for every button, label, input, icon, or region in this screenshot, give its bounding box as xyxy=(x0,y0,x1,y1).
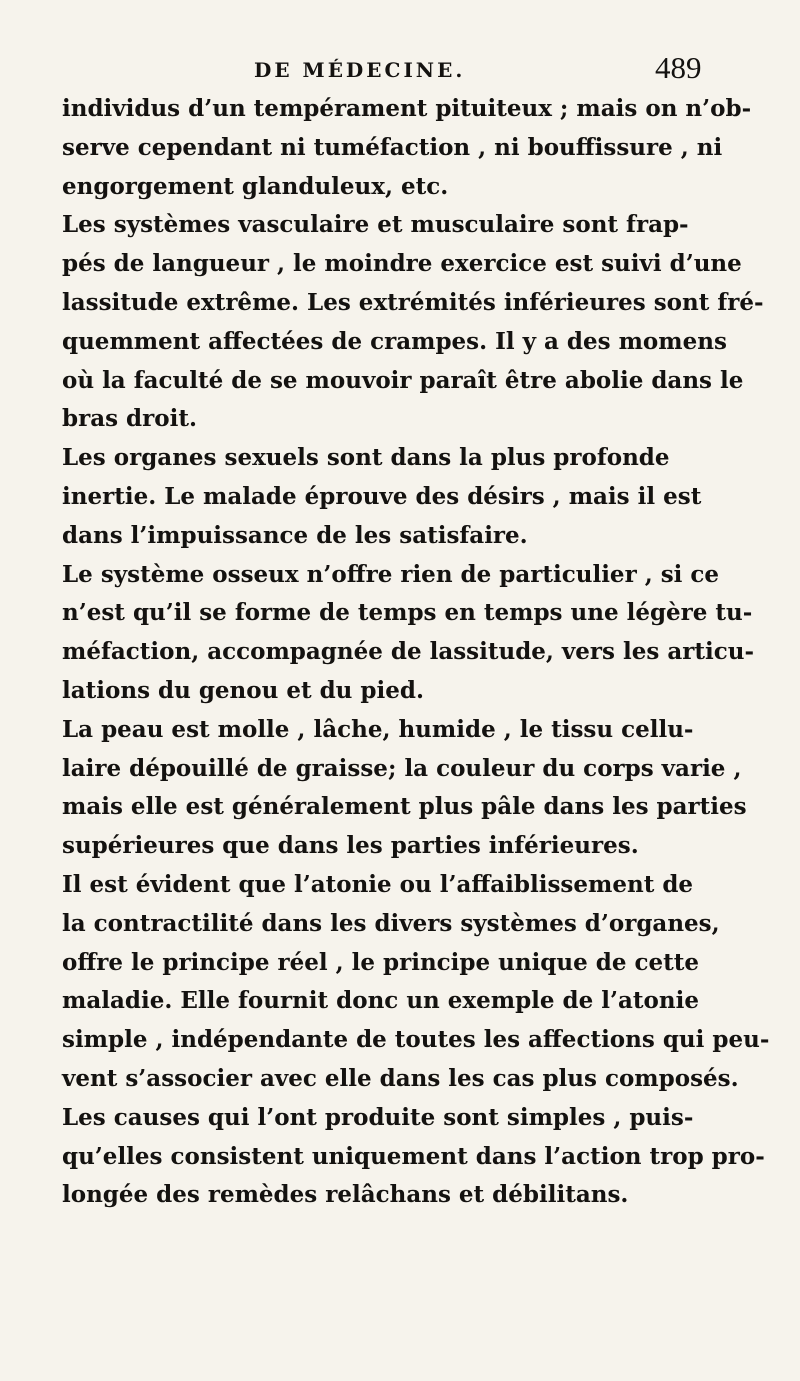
text-line: qu’elles consistent uniquement dans l’action trop pro- xyxy=(62,1142,765,1170)
text-line: dans l’impuissance de les satisfaire. xyxy=(62,521,528,549)
text-line: inertie. Le malade éprouve des désirs , mais il est xyxy=(62,482,702,510)
text-line: maladie. Elle fournit donc un exemple de l’atonie xyxy=(62,987,699,1015)
text-line: méfaction, accompagnée de lassitude, vers les articu- xyxy=(62,638,754,666)
text-line: offre le principe réel , le principe unique de cette xyxy=(62,948,699,976)
text-line: Les systèmes vasculaire et musculaire sont frap- xyxy=(62,211,689,239)
text-line: serve cependant ni tuméfaction , ni bouffissure , ni xyxy=(62,133,723,161)
text-line: supérieures que dans les parties inférieures. xyxy=(62,832,639,860)
text-line: lations du genou et du pied. xyxy=(62,676,424,704)
text-line: simple , indépendante de toutes les affections qui peu- xyxy=(62,1026,770,1054)
text-line: Les causes qui l’ont produite sont simples , puis- xyxy=(62,1103,694,1131)
body-text xyxy=(62,90,770,1215)
text-line: Les organes sexuels sont dans la plus profonde xyxy=(62,444,670,472)
text-line: bras droit. xyxy=(62,405,197,433)
text-line: quemment affectées de crampes. Il y a des momens xyxy=(62,327,727,355)
text-line: Le système osseux n’offre rien de particulier , si ce xyxy=(62,560,720,588)
page-number: 489 xyxy=(655,50,702,85)
text-line: La peau est molle , lâche, humide , le tissu cellu- xyxy=(62,715,694,743)
text-line: longée des remèdes relâchans et débilitans. xyxy=(62,1181,629,1209)
text-line: lassitude extrême. Les extrémités inférieures sont fré- xyxy=(62,288,764,316)
text-line: laire dépouillé de graisse; la couleur du corps varie , xyxy=(62,754,742,782)
text-line: Il est évident que l’atonie ou l’affaiblissement de xyxy=(62,870,694,898)
text-line: individus d’un tempérament pituiteux ; mais on n’ob- xyxy=(62,95,752,122)
text-line: engorgement glanduleux, etc. xyxy=(62,172,449,200)
text-line: vent s’associer avec elle dans les cas plus composés. xyxy=(62,1064,739,1092)
text-line: pés de langueur , le moindre exercice est suivi d’une xyxy=(62,250,742,278)
text-line: mais elle est généralement plus pâle dans les parties xyxy=(62,793,747,821)
text-line: où la faculté de se mouvoir paraît être abolie dans le xyxy=(62,366,744,394)
text-line: la contractilité dans les divers systèmes d’organes, xyxy=(62,909,720,937)
text-line: n’est qu’il se forme de temps en temps une légère tu- xyxy=(62,599,753,627)
running-title: DE MÉDECINE. xyxy=(254,58,466,82)
